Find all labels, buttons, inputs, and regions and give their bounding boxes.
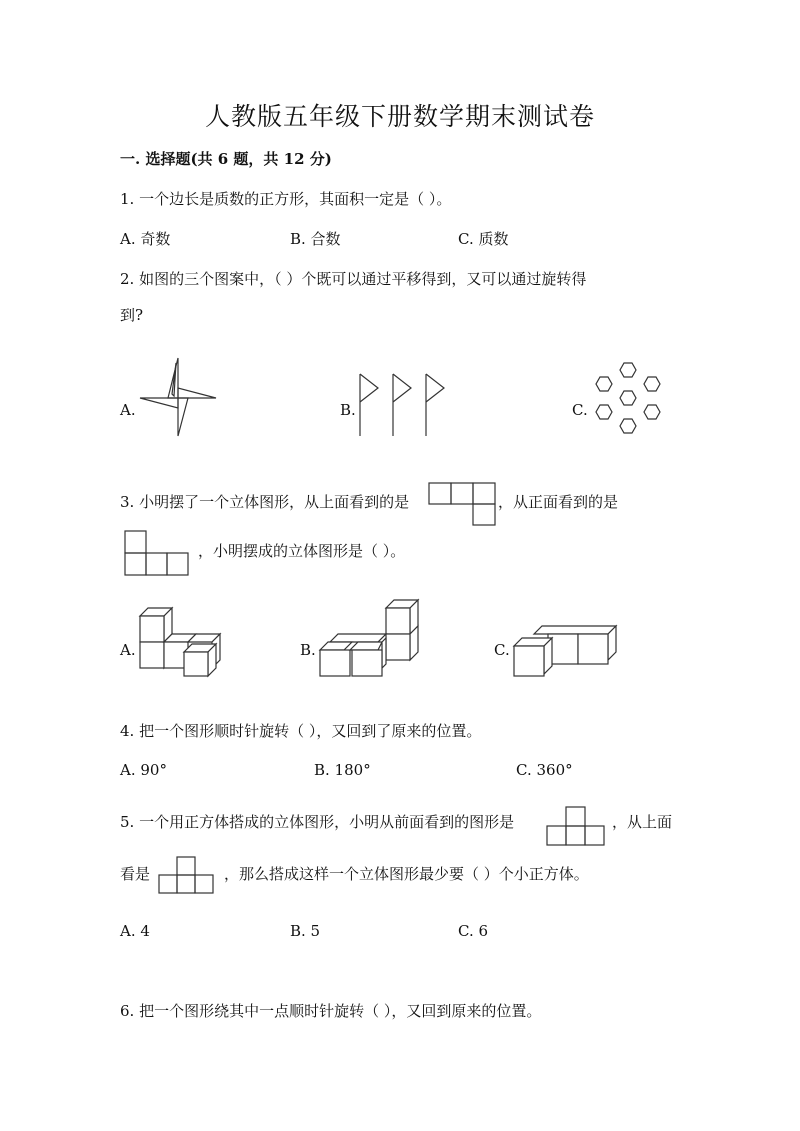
section-heading: 一. 选择题(共 6 题，共 12 分) xyxy=(120,150,332,168)
question-3-part-2: ，从正面看到的是 xyxy=(498,493,619,511)
q3-top-view xyxy=(428,482,496,526)
pinwheel-figure xyxy=(138,358,218,438)
question-5-part-1: 5. 一个用正方体搭成的立体图形，小明从前面看到的图形是 xyxy=(120,813,515,831)
question-3-part-3: ，小明摆成的立体图形是（ ）。 xyxy=(198,542,406,560)
q3-option-a[interactable]: A. xyxy=(120,641,136,659)
q2-option-b[interactable]: B. xyxy=(340,401,356,419)
question-4: 4. 把一个图形顺时针旋转（ ），又回到了原来的位置。 xyxy=(120,722,482,740)
question-3-part-1: 3. 小明摆了一个立体图形，从上面看到的是 xyxy=(120,493,410,511)
question-1: 1. 一个边长是质数的正方形，其面积一定是（ ）。 xyxy=(120,190,452,208)
q2-option-c[interactable]: C. xyxy=(572,401,588,419)
q5-front-view xyxy=(546,806,606,846)
question-5-part-4: ，那么搭成这样一个立体图形最少要（ ）个小正方体。 xyxy=(224,865,589,883)
q1-option-c[interactable]: C. 质数 xyxy=(458,230,509,248)
q3-option-c[interactable]: C. xyxy=(494,641,510,659)
question-6: 6. 把一个图形绕其中一点顺时针旋转（ ），又回到原来的位置。 xyxy=(120,1002,542,1020)
question-2-line-2: 到? xyxy=(120,306,144,324)
q3-option-c-figure xyxy=(512,622,620,678)
hexagon-flower-figure xyxy=(588,360,668,440)
q1-option-a[interactable]: A. 奇数 xyxy=(120,230,171,248)
q3-option-a-figure xyxy=(138,604,230,678)
q4-option-c[interactable]: C. 360° xyxy=(516,761,573,779)
q1-option-b[interactable]: B. 合数 xyxy=(290,230,341,248)
q5-top-view xyxy=(158,856,216,894)
q3-option-b[interactable]: B. xyxy=(300,641,316,659)
q3-option-b-figure xyxy=(318,598,422,678)
three-flags-figure xyxy=(356,372,456,438)
q5-option-a[interactable]: A. 4 xyxy=(120,922,150,940)
question-5-part-3: 看是 xyxy=(120,865,151,883)
q4-option-b[interactable]: B. 180° xyxy=(314,761,371,779)
q5-option-b[interactable]: B. 5 xyxy=(290,922,321,940)
page-title: 人教版五年级下册数学期末测试卷 xyxy=(204,102,595,131)
q3-front-view xyxy=(124,530,190,576)
question-2-line-1: 2. 如图的三个图案中，（ ）个既可以通过平移得到，又可以通过旋转得 xyxy=(120,270,587,288)
q2-option-a[interactable]: A. xyxy=(120,401,136,419)
q4-option-a[interactable]: A. 90° xyxy=(120,761,167,779)
question-5-part-2: ，从上面 xyxy=(612,813,673,831)
q5-option-c[interactable]: C. 6 xyxy=(458,922,489,940)
